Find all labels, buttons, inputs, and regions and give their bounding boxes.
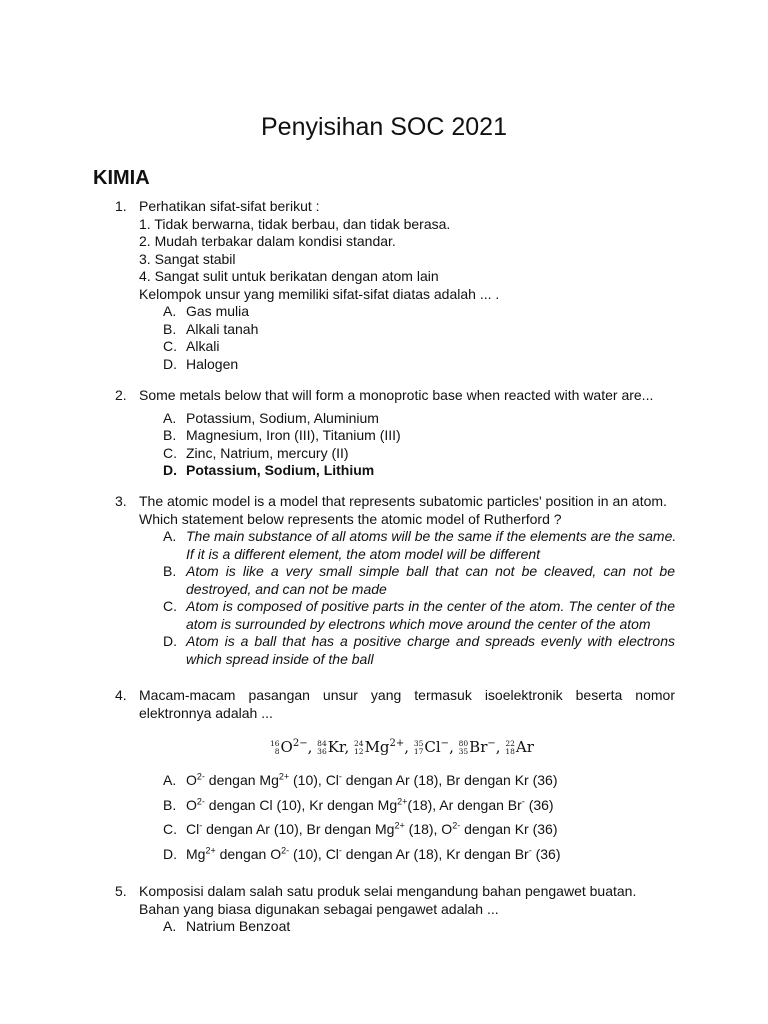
isotope-formula: 16 8 $O^{2-}$, 84 36 Kr, 24 12 $Mg^{2+}$, 35 17 Cl−, 80 35 Br−, 22 18 Ar <box>270 738 534 756</box>
option-text: Zinc, Natrium, mercury (II) <box>186 444 349 461</box>
question-stem-line: Bahan yang biasa digunakan sebagai pengawet adalah ... <box>139 900 499 917</box>
question-stem-line: Macam-macam pasangan unsur yang termasuk isoelektronik beserta nomor <box>139 687 675 703</box>
question-stem-line: Which statement below represents the atomic model of Rutherford ? <box>139 510 562 527</box>
question-stem-line: 2. Mudah terbakar dalam kondisi standar. <box>139 233 396 249</box>
option-letter: B. <box>163 320 177 337</box>
option-letter: A. <box>163 409 177 426</box>
option-text: Magnesium, Iron (III), Titanium (III) <box>186 427 401 443</box>
nuclide-Br: 80 35 <box>458 739 469 756</box>
question-stem-line: Some metals below that will form a monoprotic base when reacted with water are... <box>139 387 654 403</box>
option-letter: B. <box>163 563 177 579</box>
option-text: Alkali <box>186 338 220 354</box>
question-stem-line: Kelompok unsur yang memiliki sifat-sifat diatas adalah ... . <box>139 285 500 302</box>
option-text: Halogen <box>186 355 239 372</box>
option-letter: A. <box>163 303 177 319</box>
option-text: atom is surrounded by electrons which move around the center of the atom <box>186 615 651 632</box>
option-letter: C. <box>163 444 177 461</box>
option-letter: B. <box>163 427 177 443</box>
option-text: Cl- dengan Ar (10), Br dengan $Mg^{2+}$ (18), $O^{2-}$ dengan Kr (36) <box>186 820 558 837</box>
option-letter: D. <box>163 355 177 372</box>
option-letter: D. <box>163 633 177 649</box>
question-stem-line: elektronnya adalah ... <box>139 704 273 721</box>
option-letter: A. <box>163 528 177 544</box>
option-text: which spread inside of the ball <box>186 650 374 667</box>
option-text: The main substance of all atoms will be the same if the elements are the same. <box>186 528 677 544</box>
option-text: destroyed, and can not be made <box>186 580 387 597</box>
page-title: Penyisihan SOC 2021 <box>261 113 507 141</box>
section-heading: KIMIA <box>93 167 150 189</box>
option-text: Potassium, Sodium, Lithium <box>186 462 375 478</box>
question-stem-line: 1. Tidak berwarna, tidak berbau, dan tidak berasa. <box>139 215 451 232</box>
option-text: Alkali tanah <box>186 320 259 337</box>
option-text: Atom is composed of positive parts in the center of the atom. The center of the <box>186 598 675 614</box>
option-letter: C. <box>163 338 177 354</box>
question-number: 3. <box>115 493 127 509</box>
option-text: Natrium Benzoat <box>186 918 291 934</box>
question-number: 4. <box>115 687 127 703</box>
question-stem-line: The atomic model is a model that represents subatomic particles' position in an atom. <box>139 493 667 509</box>
option-letter: D. <box>163 462 177 478</box>
option-text: If it is a different element, the atom model will be different <box>186 545 541 562</box>
option-text: $O^{2-}$ dengan Cl (10), Kr dengan $Mg^{2+}(18)$, Ar dengan Br- (36) <box>186 796 554 813</box>
nuclide-Mg: 24 12 <box>354 739 364 756</box>
question-number: 2. <box>115 387 127 403</box>
option-letter: D. <box>163 846 177 862</box>
option-letter: B. <box>163 797 177 813</box>
option-letter: C. <box>163 598 177 614</box>
option-text: $O^{2-}$ dengan $Mg^{2+}$ (10), Cl- dengan Ar (18), Br dengan Kr (36) <box>186 771 558 788</box>
option-text: Gas mulia <box>186 303 250 319</box>
option-text: Potassium, Sodium, Aluminium <box>186 409 379 426</box>
question-number: 1. <box>115 198 127 214</box>
question-stem-line: 4. Sangat sulit untuk berikatan dengan atom lain <box>139 268 439 284</box>
option-letter: C. <box>163 821 177 837</box>
nuclide-Cl: 35 17 <box>413 739 424 756</box>
option-text: Atom is a ball that has a positive charge and spreads evenly with electrons <box>186 633 675 649</box>
nuclide-O: 16 8 <box>270 739 280 756</box>
option-text: $Mg^{2+}$ dengan $O^{2-}$ (10), Cl- dengan Ar (18), Kr dengan Br- (36) <box>186 845 561 862</box>
question-number: 5. <box>115 883 127 899</box>
question-stem-line: Perhatikan sifat-sifat berikut : <box>139 198 320 214</box>
nuclide-Ar: 22 18 <box>505 739 515 756</box>
option-text: Atom is like a very small simple ball that can not be cleaved, can not be <box>186 563 675 579</box>
question-stem-line: Komposisi dalam salah satu produk selai mengandung bahan pengawet buatan. <box>139 883 637 899</box>
question-stem-line: 3. Sangat stabil <box>139 250 236 267</box>
option-letter: A. <box>163 918 177 934</box>
nuclide-Kr: 84 36 <box>317 739 327 756</box>
option-letter: A. <box>163 772 177 788</box>
